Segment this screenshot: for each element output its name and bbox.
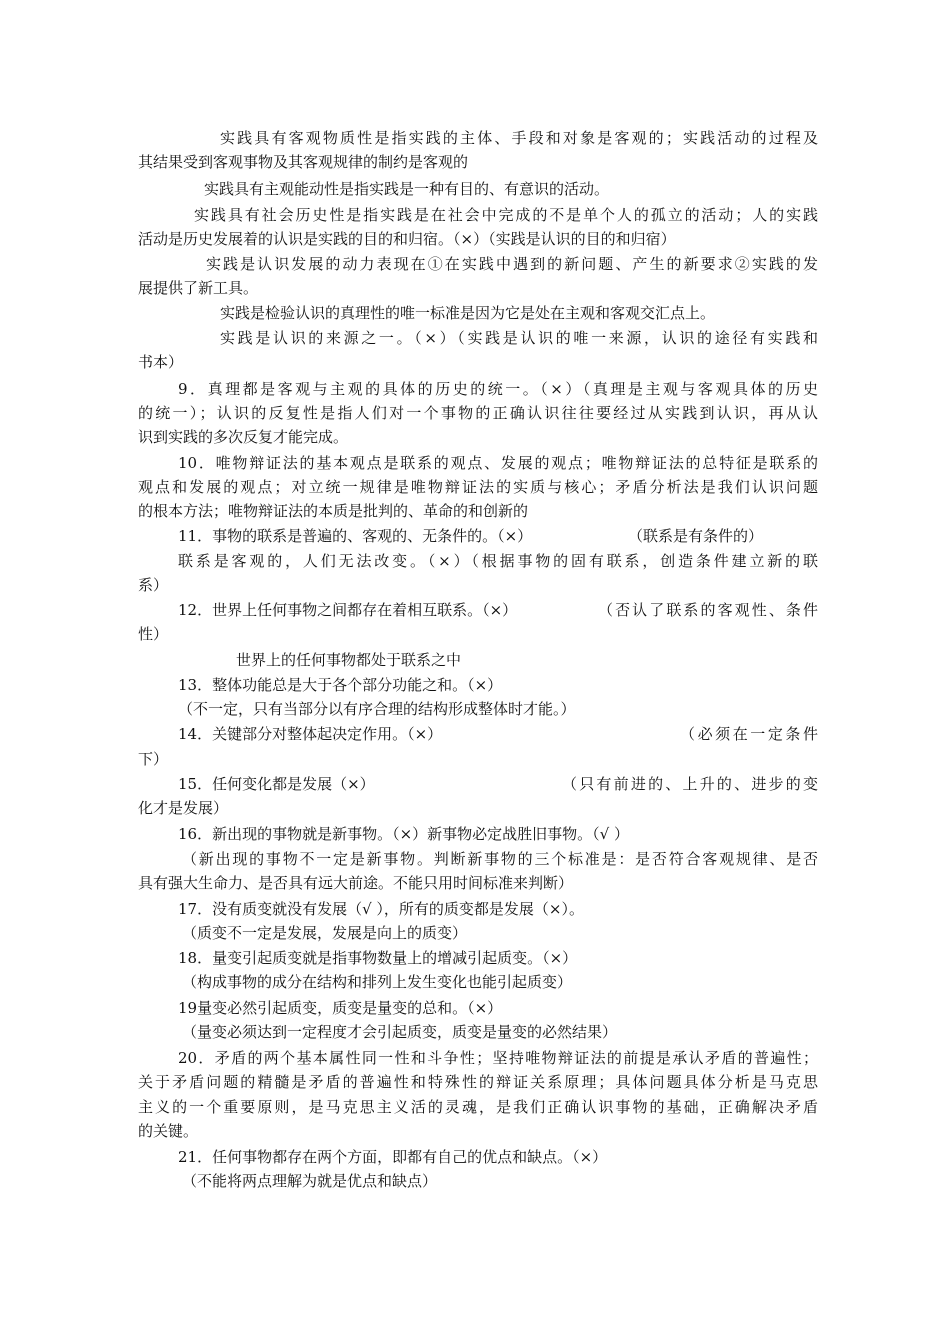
text-line: （否认了联系的客观性、条件 [598,601,818,619]
text-line: 联系是客观的，人们无法改变。（×）（根据事物的固有联系，创造条件建立新的联 [178,552,818,570]
text-line: （不一定，只有当部分以有序合理的结构形成整体时才能。） [178,700,576,718]
text-line: 9．真理都是客观与主观的具体的历史的统一。（×）（真理是主观与客观具体的历史 [178,380,818,398]
text-line: 性） [138,625,169,643]
text-line: （必须在一定条件 [680,725,818,743]
text-line: 实践是认识发展的动力表现在①在实践中遇到的新问题、产生的新要求②实践的发 [206,255,818,273]
text-line: （构成事物的成分在结构和排列上发生变化也能引起质变） [182,973,573,991]
text-line: 下） [138,750,169,768]
text-line: 识到实践的多次反复才能完成。 [138,428,349,446]
text-line: （不能将两点理解为就是优点和缺点） [182,1172,438,1190]
text-line: 书本） [138,353,184,371]
text-line: 关于矛盾问题的精髓是矛盾的普遍性和特殊性的辩证关系原理；具体问题具体分析是马克思 [138,1073,818,1091]
text-line: 系） [138,576,169,594]
text-line: （只有前进的、上升的、进步的变 [562,775,818,793]
text-line: 主义的一个重要原则，是马克思主义活的灵魂，是我们正确认识事物的基础，正确解决矛盾 [138,1098,818,1116]
text-line: 观点和发展的观点；对立统一规律是唯物辩证法的实质与核心；矛盾分析法是我们认识问题 [138,478,818,496]
text-line: 化才是发展） [138,799,229,817]
text-line: 世界上的任何事物都处于联系之中 [236,651,462,669]
text-line: 实践具有客观物质性是指实践的主体、手段和对象是客观的；实践活动的过程及 [220,129,818,147]
text-line: 15．任何变化都是发展（×） [178,775,375,793]
text-line: 活动是历史发展着的认识是实践的目的和归宿。（×）（实践是认识的目的和归宿） [138,230,676,248]
text-line: 13．整体功能总是大于各个部分功能之和。（×） [178,676,503,694]
text-line: 19量变必然引起质变，质变是量变的总和。（×） [178,999,503,1017]
text-line: 的根本方法；唯物辩证法的本质是批判的、革命的和创新的 [138,502,529,520]
text-line: 12．世界上任何事物之间都存在着相互联系。（×） [178,601,518,619]
text-line: 具有强大生命力、是否具有远大前途。不能只用时间标准来判断） [138,874,574,892]
text-line: 18．量变引起质变就是指事物数量上的增减引起质变。（×） [178,949,578,967]
text-line: 17．没有质变就没有发展（√ ），所有的质变都是发展（×）。 [178,900,584,918]
text-line: 14．关键部分对整体起决定作用。（×） [178,725,443,743]
text-line: （联系是有条件的） [628,527,764,545]
text-line: 实践是认识的来源之一。（×）（实践是认识的唯一来源，认识的途径有实践和 [220,329,818,347]
text-line: 21．任何事物都存在两个方面，即都有自己的优点和缺点。（×） [178,1148,608,1166]
text-line: 16．新出现的事物就是新事物。（×）新事物必定战胜旧事物。（√ ） [178,825,629,843]
text-line: 10．唯物辩证法的基本观点是联系的观点、发展的观点；唯物辩证法的总特征是联系的 [178,454,818,472]
text-line: 的关键。 [138,1122,199,1140]
text-line: 其结果受到客观事物及其客观规律的制约是客观的 [138,153,469,171]
text-line: 展提供了新工具。 [138,279,259,297]
text-line: （质变不一定是发展，发展是向上的质变） [182,924,468,942]
text-line: 实践具有主观能动性是指实践是一种有目的、有意识的活动。 [204,180,610,198]
text-line: 20．矛盾的两个基本属性同一性和斗争性；坚持唯物辩证法的前提是承认矛盾的普遍性； [178,1049,818,1067]
text-line: 实践具有社会历史性是指实践是在社会中完成的不是单个人的孤立的活动；人的实践 [194,206,818,224]
text-line: （量变必须达到一定程度才会引起质变，质变是量变的必然结果） [182,1023,618,1041]
text-line: 的统一）；认识的反复性是指人们对一个事物的正确认识往往要经过从实践到认识，再从认 [138,404,818,422]
text-line: 11．事物的联系是普遍的、客观的、无条件的。（×） [178,527,533,545]
text-line: （新出现的事物不一定是新事物。判断新事物的三个标准是：是否符合客观规律、是否 [182,850,818,868]
text-line: 实践是检验认识的真理性的唯一标准是因为它是处在主观和客观交汇点上。 [220,304,716,322]
